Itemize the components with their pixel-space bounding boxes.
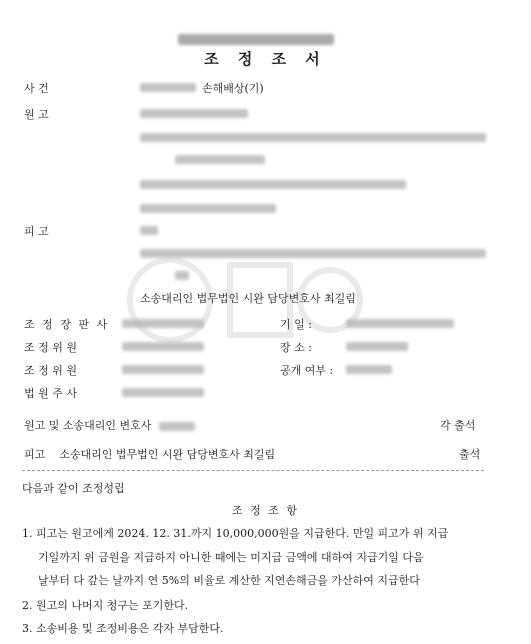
- plaintiff-name: [140, 106, 248, 119]
- divider: [22, 470, 484, 471]
- defendant-name: [140, 223, 158, 236]
- plaintiff-agent: [140, 177, 406, 190]
- clause-1-line-3: 날부터 다 갚는 날까지 연 5%의 비율로 계산한 지연손해금을 가산하여 지급한다: [38, 574, 420, 587]
- date-value: [346, 316, 454, 329]
- defendant-agent: 소송대리인 법무법인 시완 담당변호사 최길림: [140, 292, 356, 305]
- clause-3: 3. 소송비용 및 조정비용은 각자 부담한다.: [22, 622, 224, 635]
- place-label: 장 소 :: [280, 341, 312, 354]
- defendant-label: 피 고: [24, 225, 49, 238]
- place-value: [346, 339, 408, 352]
- plaintiff-address-1: [140, 130, 486, 143]
- section-title: 조 정 조 항: [232, 504, 299, 517]
- intro-text: 다음과 같이 조정성립: [22, 482, 125, 495]
- clause-1-line-1: 1. 피고는 원고에게 2024. 12. 31.까지 10,000,000원을 지급한다. 만일 피고가 위 지급: [22, 527, 449, 540]
- judge-name: [122, 316, 204, 329]
- plaintiff-address-2: [175, 152, 265, 165]
- member2-name: [122, 362, 204, 375]
- clause-2: 2. 원고의 나머지 청구는 포기한다.: [22, 599, 189, 612]
- clerk-label: 법 원 주 사: [24, 387, 77, 400]
- defendant-address-1: [140, 246, 486, 259]
- member1-name: [122, 339, 204, 352]
- defendant-attendance-status: 출석: [459, 448, 481, 461]
- plaintiff-label: 원 고: [24, 108, 49, 121]
- case-number: [140, 80, 196, 93]
- attorney-name: [159, 422, 195, 431]
- case-name: 손해배상(기): [202, 82, 264, 95]
- defendant-attendance: 피고 소송대리인 법무법인 시완 담당변호사 최길림: [24, 448, 276, 461]
- public-value: [346, 362, 392, 375]
- document-title: 조 정 조 서: [204, 50, 327, 68]
- member1-label: 조 정 위 원: [24, 341, 77, 354]
- court-name: [178, 32, 334, 45]
- date-label: 기 일 :: [280, 318, 312, 331]
- defendant-address-2: [175, 268, 189, 281]
- clerk-name: [122, 385, 204, 398]
- member2-label: 조 정 위 원: [24, 364, 77, 377]
- judge-label: 조 정 장 판 사: [24, 318, 110, 331]
- plaintiff-attendance-status: 각 출석: [440, 419, 476, 432]
- case-label: 사 건: [24, 82, 49, 95]
- clause-1-line-2: 기일까지 위 금원을 지급하지 아니한 때에는 미지급 금액에 대하여 지급기일 다음: [38, 551, 424, 564]
- plaintiff-agent-sub: [140, 201, 276, 214]
- plaintiff-attendance-text: 원고 및 소송대리인 변호사: [24, 419, 152, 432]
- plaintiff-attendance: [24, 417, 195, 433]
- public-label: 공개 여부 :: [280, 364, 334, 377]
